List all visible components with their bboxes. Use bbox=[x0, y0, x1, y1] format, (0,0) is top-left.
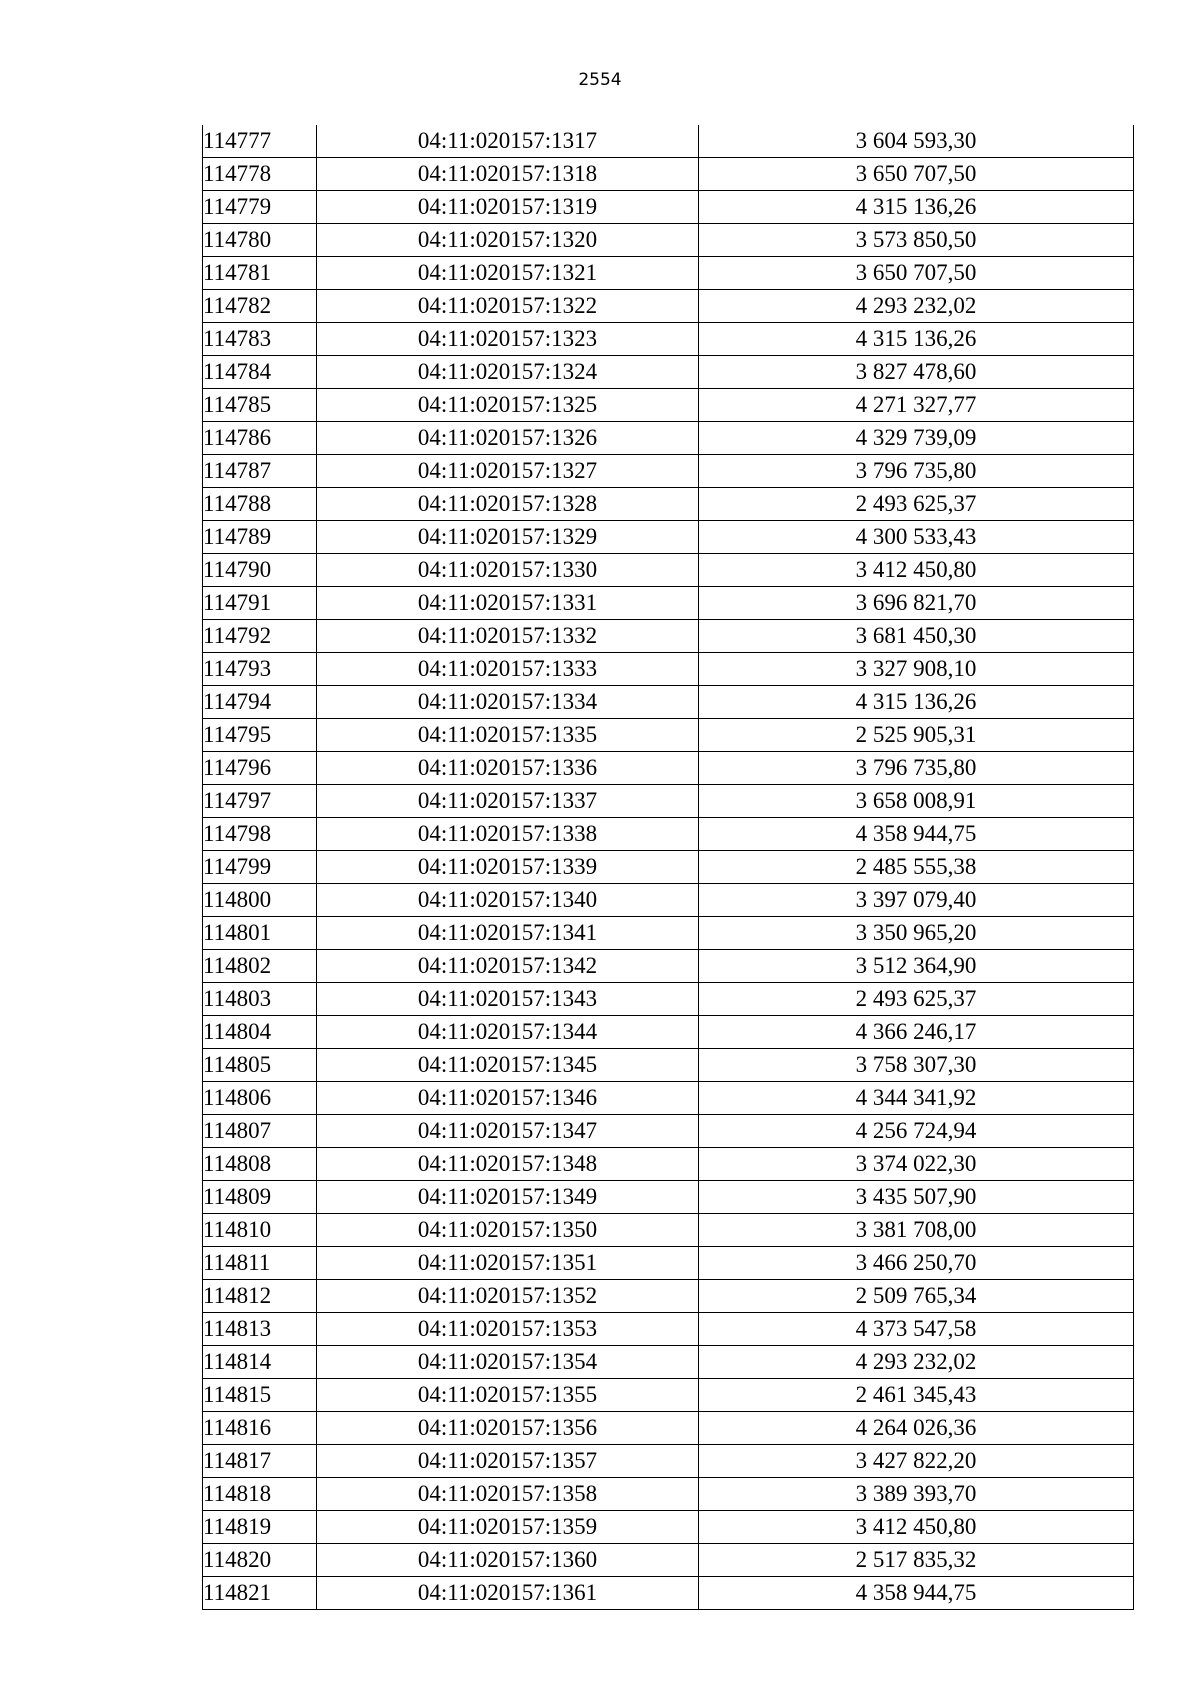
table-row bbox=[203, 1445, 1134, 1478]
cadastral-value-cell: 4 329 739,09 bbox=[699, 422, 1134, 455]
table-row bbox=[203, 224, 1134, 257]
row-number-cell: 114786 bbox=[203, 422, 317, 455]
table-row bbox=[203, 488, 1134, 521]
cadastral-number-cell: 04:11:020157:1336 bbox=[317, 752, 699, 785]
row-number-cell: 114780 bbox=[203, 224, 317, 257]
table-row bbox=[203, 1181, 1134, 1214]
cadastral-value-cell: 4 344 341,92 bbox=[699, 1082, 1134, 1115]
table-row bbox=[203, 521, 1134, 554]
cadastral-number-cell: 04:11:020157:1324 bbox=[317, 356, 699, 389]
table-row bbox=[203, 422, 1134, 455]
cadastral-number-cell: 04:11:020157:1339 bbox=[317, 851, 699, 884]
cadastral-number-cell: 04:11:020157:1344 bbox=[317, 1016, 699, 1049]
cadastral-value-cell: 2 509 765,34 bbox=[699, 1280, 1134, 1313]
cadastral-number-cell: 04:11:020157:1322 bbox=[317, 290, 699, 323]
row-number-cell: 114802 bbox=[203, 950, 317, 983]
row-number-cell: 114792 bbox=[203, 620, 317, 653]
table-row bbox=[203, 290, 1134, 323]
cadastral-number-cell: 04:11:020157:1356 bbox=[317, 1412, 699, 1445]
row-number-cell: 114811 bbox=[203, 1247, 317, 1280]
cadastral-number-cell: 04:11:020157:1318 bbox=[317, 158, 699, 191]
row-number-cell: 114817 bbox=[203, 1445, 317, 1478]
table-row bbox=[203, 158, 1134, 191]
row-number-cell: 114814 bbox=[203, 1346, 317, 1379]
row-number-cell: 114781 bbox=[203, 257, 317, 290]
cadastral-value-cell: 2 461 345,43 bbox=[699, 1379, 1134, 1412]
cadastral-value-cell: 3 827 478,60 bbox=[699, 356, 1134, 389]
cadastral-value-cell: 3 427 822,20 bbox=[699, 1445, 1134, 1478]
row-number-cell: 114779 bbox=[203, 191, 317, 224]
table-row bbox=[203, 1379, 1134, 1412]
table-row bbox=[203, 1544, 1134, 1577]
cadastral-value-cell: 3 796 735,80 bbox=[699, 752, 1134, 785]
table-row bbox=[203, 1214, 1134, 1247]
cadastral-value-cell: 3 435 507,90 bbox=[699, 1181, 1134, 1214]
row-number-cell: 114818 bbox=[203, 1478, 317, 1511]
row-number-cell: 114789 bbox=[203, 521, 317, 554]
cadastral-value-cell: 3 466 250,70 bbox=[699, 1247, 1134, 1280]
table-row bbox=[203, 1016, 1134, 1049]
row-number-cell: 114815 bbox=[203, 1379, 317, 1412]
table-row bbox=[203, 1346, 1134, 1379]
cadastral-number-cell: 04:11:020157:1342 bbox=[317, 950, 699, 983]
table-row bbox=[203, 323, 1134, 356]
cadastral-value-cell: 3 650 707,50 bbox=[699, 257, 1134, 290]
table-row bbox=[203, 1049, 1134, 1082]
row-number-cell: 114800 bbox=[203, 884, 317, 917]
table-row bbox=[203, 620, 1134, 653]
table-row bbox=[203, 554, 1134, 587]
cadastral-value-cell: 2 493 625,37 bbox=[699, 983, 1134, 1016]
row-number-cell: 114821 bbox=[203, 1577, 317, 1610]
cadastral-value-cell: 4 264 026,36 bbox=[699, 1412, 1134, 1445]
cadastral-number-cell: 04:11:020157:1337 bbox=[317, 785, 699, 818]
cadastral-number-cell: 04:11:020157:1330 bbox=[317, 554, 699, 587]
cadastral-value-cell: 3 681 450,30 bbox=[699, 620, 1134, 653]
cadastral-number-cell: 04:11:020157:1325 bbox=[317, 389, 699, 422]
cadastral-number-cell: 04:11:020157:1335 bbox=[317, 719, 699, 752]
row-number-cell: 114806 bbox=[203, 1082, 317, 1115]
cadastral-value-cell: 4 293 232,02 bbox=[699, 1346, 1134, 1379]
page-number: 2554 bbox=[578, 70, 622, 90]
row-number-cell: 114804 bbox=[203, 1016, 317, 1049]
cadastral-value-cell: 4 358 944,75 bbox=[699, 818, 1134, 851]
table-row bbox=[203, 389, 1134, 422]
cadastral-number-cell: 04:11:020157:1326 bbox=[317, 422, 699, 455]
table-row bbox=[203, 785, 1134, 818]
row-number-cell: 114787 bbox=[203, 455, 317, 488]
row-number-cell: 114790 bbox=[203, 554, 317, 587]
cadastral-value-cell: 3 389 393,70 bbox=[699, 1478, 1134, 1511]
table-row bbox=[203, 1082, 1134, 1115]
cadastral-value-cell: 4 271 327,77 bbox=[699, 389, 1134, 422]
row-number-cell: 114793 bbox=[203, 653, 317, 686]
table-row bbox=[203, 752, 1134, 785]
cadastral-value-cell: 2 493 625,37 bbox=[699, 488, 1134, 521]
cadastral-number-cell: 04:11:020157:1338 bbox=[317, 818, 699, 851]
cadastral-number-cell: 04:11:020157:1352 bbox=[317, 1280, 699, 1313]
cadastral-value-cell: 4 300 533,43 bbox=[699, 521, 1134, 554]
table-row bbox=[203, 653, 1134, 686]
cadastral-number-cell: 04:11:020157:1320 bbox=[317, 224, 699, 257]
cadastral-value-cell: 3 381 708,00 bbox=[699, 1214, 1134, 1247]
cadastral-value-cell: 3 696 821,70 bbox=[699, 587, 1134, 620]
row-number-cell: 114809 bbox=[203, 1181, 317, 1214]
row-number-cell: 114819 bbox=[203, 1511, 317, 1544]
cadastral-number-cell: 04:11:020157:1359 bbox=[317, 1511, 699, 1544]
table-row bbox=[203, 1511, 1134, 1544]
table-row bbox=[203, 587, 1134, 620]
cadastral-value-cell: 3 573 850,50 bbox=[699, 224, 1134, 257]
cadastral-number-cell: 04:11:020157:1327 bbox=[317, 455, 699, 488]
cadastral-number-cell: 04:11:020157:1350 bbox=[317, 1214, 699, 1247]
cadastral-number-cell: 04:11:020157:1343 bbox=[317, 983, 699, 1016]
row-number-cell: 114795 bbox=[203, 719, 317, 752]
table-row bbox=[203, 1412, 1134, 1445]
cadastral-number-cell: 04:11:020157:1323 bbox=[317, 323, 699, 356]
row-number-cell: 114791 bbox=[203, 587, 317, 620]
cadastral-number-cell: 04:11:020157:1349 bbox=[317, 1181, 699, 1214]
row-number-cell: 114801 bbox=[203, 917, 317, 950]
cadastral-value-cell: 4 366 246,17 bbox=[699, 1016, 1134, 1049]
cadastral-number-cell: 04:11:020157:1340 bbox=[317, 884, 699, 917]
table-row bbox=[203, 191, 1134, 224]
cadastral-value-cell: 3 412 450,80 bbox=[699, 554, 1134, 587]
table-row bbox=[203, 884, 1134, 917]
row-number-cell: 114808 bbox=[203, 1148, 317, 1181]
cadastral-value-cell: 2 525 905,31 bbox=[699, 719, 1134, 752]
row-number-cell: 114812 bbox=[203, 1280, 317, 1313]
cadastral-number-cell: 04:11:020157:1341 bbox=[317, 917, 699, 950]
cadastral-number-cell: 04:11:020157:1361 bbox=[317, 1577, 699, 1610]
row-number-cell: 114799 bbox=[203, 851, 317, 884]
cadastral-number-cell: 04:11:020157:1319 bbox=[317, 191, 699, 224]
row-number-cell: 114782 bbox=[203, 290, 317, 323]
row-number-cell: 114810 bbox=[203, 1214, 317, 1247]
cadastral-number-cell: 04:11:020157:1353 bbox=[317, 1313, 699, 1346]
row-number-cell: 114784 bbox=[203, 356, 317, 389]
cadastral-value-cell: 3 604 593,30 bbox=[699, 125, 1134, 158]
cadastral-value-cell: 3 412 450,80 bbox=[699, 1511, 1134, 1544]
table-row bbox=[203, 1148, 1134, 1181]
table-row bbox=[203, 1247, 1134, 1280]
cadastral-value-cell: 4 373 547,58 bbox=[699, 1313, 1134, 1346]
row-number-cell: 114783 bbox=[203, 323, 317, 356]
cadastral-value-cell: 4 358 944,75 bbox=[699, 1577, 1134, 1610]
row-number-cell: 114797 bbox=[203, 785, 317, 818]
cadastral-number-cell: 04:11:020157:1347 bbox=[317, 1115, 699, 1148]
cadastral-number-cell: 04:11:020157:1329 bbox=[317, 521, 699, 554]
cadastral-number-cell: 04:11:020157:1333 bbox=[317, 653, 699, 686]
table-row bbox=[203, 851, 1134, 884]
row-number-cell: 114796 bbox=[203, 752, 317, 785]
table-row bbox=[203, 356, 1134, 389]
cadastral-number-cell: 04:11:020157:1334 bbox=[317, 686, 699, 719]
row-number-cell: 114798 bbox=[203, 818, 317, 851]
cadastral-number-cell: 04:11:020157:1355 bbox=[317, 1379, 699, 1412]
table-row bbox=[203, 455, 1134, 488]
cadastral-number-cell: 04:11:020157:1354 bbox=[317, 1346, 699, 1379]
cadastral-value-cell: 3 658 008,91 bbox=[699, 785, 1134, 818]
row-number-cell: 114794 bbox=[203, 686, 317, 719]
row-number-cell: 114785 bbox=[203, 389, 317, 422]
cadastral-value-cell: 3 327 908,10 bbox=[699, 653, 1134, 686]
cadastral-number-cell: 04:11:020157:1331 bbox=[317, 587, 699, 620]
cadastral-value-cell: 3 350 965,20 bbox=[699, 917, 1134, 950]
row-number-cell: 114788 bbox=[203, 488, 317, 521]
cadastral-value-cell: 4 315 136,26 bbox=[699, 686, 1134, 719]
table-row bbox=[203, 1478, 1134, 1511]
cadastral-value-table bbox=[202, 125, 1134, 1610]
table-row bbox=[203, 1577, 1134, 1610]
cadastral-value-cell: 2 485 555,38 bbox=[699, 851, 1134, 884]
cadastral-number-cell: 04:11:020157:1348 bbox=[317, 1148, 699, 1181]
table-row bbox=[203, 1313, 1134, 1346]
cadastral-value-cell: 4 293 232,02 bbox=[699, 290, 1134, 323]
cadastral-number-cell: 04:11:020157:1345 bbox=[317, 1049, 699, 1082]
row-number-cell: 114778 bbox=[203, 158, 317, 191]
table-row bbox=[203, 1115, 1134, 1148]
cadastral-number-cell: 04:11:020157:1321 bbox=[317, 257, 699, 290]
table-row bbox=[203, 686, 1134, 719]
cadastral-value-cell: 4 315 136,26 bbox=[699, 323, 1134, 356]
table-row bbox=[203, 983, 1134, 1016]
cadastral-number-cell: 04:11:020157:1332 bbox=[317, 620, 699, 653]
row-number-cell: 114803 bbox=[203, 983, 317, 1016]
row-number-cell: 114816 bbox=[203, 1412, 317, 1445]
table-row bbox=[203, 125, 1134, 158]
cadastral-number-cell: 04:11:020157:1351 bbox=[317, 1247, 699, 1280]
table-row bbox=[203, 257, 1134, 290]
table-row bbox=[203, 950, 1134, 983]
cadastral-value-cell: 3 374 022,30 bbox=[699, 1148, 1134, 1181]
row-number-cell: 114813 bbox=[203, 1313, 317, 1346]
cadastral-value-cell: 3 512 364,90 bbox=[699, 950, 1134, 983]
table-row bbox=[203, 1280, 1134, 1313]
row-number-cell: 114807 bbox=[203, 1115, 317, 1148]
cadastral-number-cell: 04:11:020157:1360 bbox=[317, 1544, 699, 1577]
cadastral-number-cell: 04:11:020157:1328 bbox=[317, 488, 699, 521]
cadastral-value-cell: 3 796 735,80 bbox=[699, 455, 1134, 488]
cadastral-value-cell: 3 650 707,50 bbox=[699, 158, 1134, 191]
cadastral-number-cell: 04:11:020157:1346 bbox=[317, 1082, 699, 1115]
cadastral-number-cell: 04:11:020157:1358 bbox=[317, 1478, 699, 1511]
cadastral-number-cell: 04:11:020157:1357 bbox=[317, 1445, 699, 1478]
row-number-cell: 114777 bbox=[203, 125, 317, 158]
cadastral-number-cell: 04:11:020157:1317 bbox=[317, 125, 699, 158]
table-row bbox=[203, 719, 1134, 752]
table-body bbox=[203, 125, 1134, 1610]
cadastral-value-cell: 4 315 136,26 bbox=[699, 191, 1134, 224]
table-row bbox=[203, 818, 1134, 851]
cadastral-value-cell: 2 517 835,32 bbox=[699, 1544, 1134, 1577]
cadastral-value-cell: 3 397 079,40 bbox=[699, 884, 1134, 917]
cadastral-value-cell: 4 256 724,94 bbox=[699, 1115, 1134, 1148]
cadastral-value-cell: 3 758 307,30 bbox=[699, 1049, 1134, 1082]
row-number-cell: 114820 bbox=[203, 1544, 317, 1577]
row-number-cell: 114805 bbox=[203, 1049, 317, 1082]
table-row bbox=[203, 917, 1134, 950]
